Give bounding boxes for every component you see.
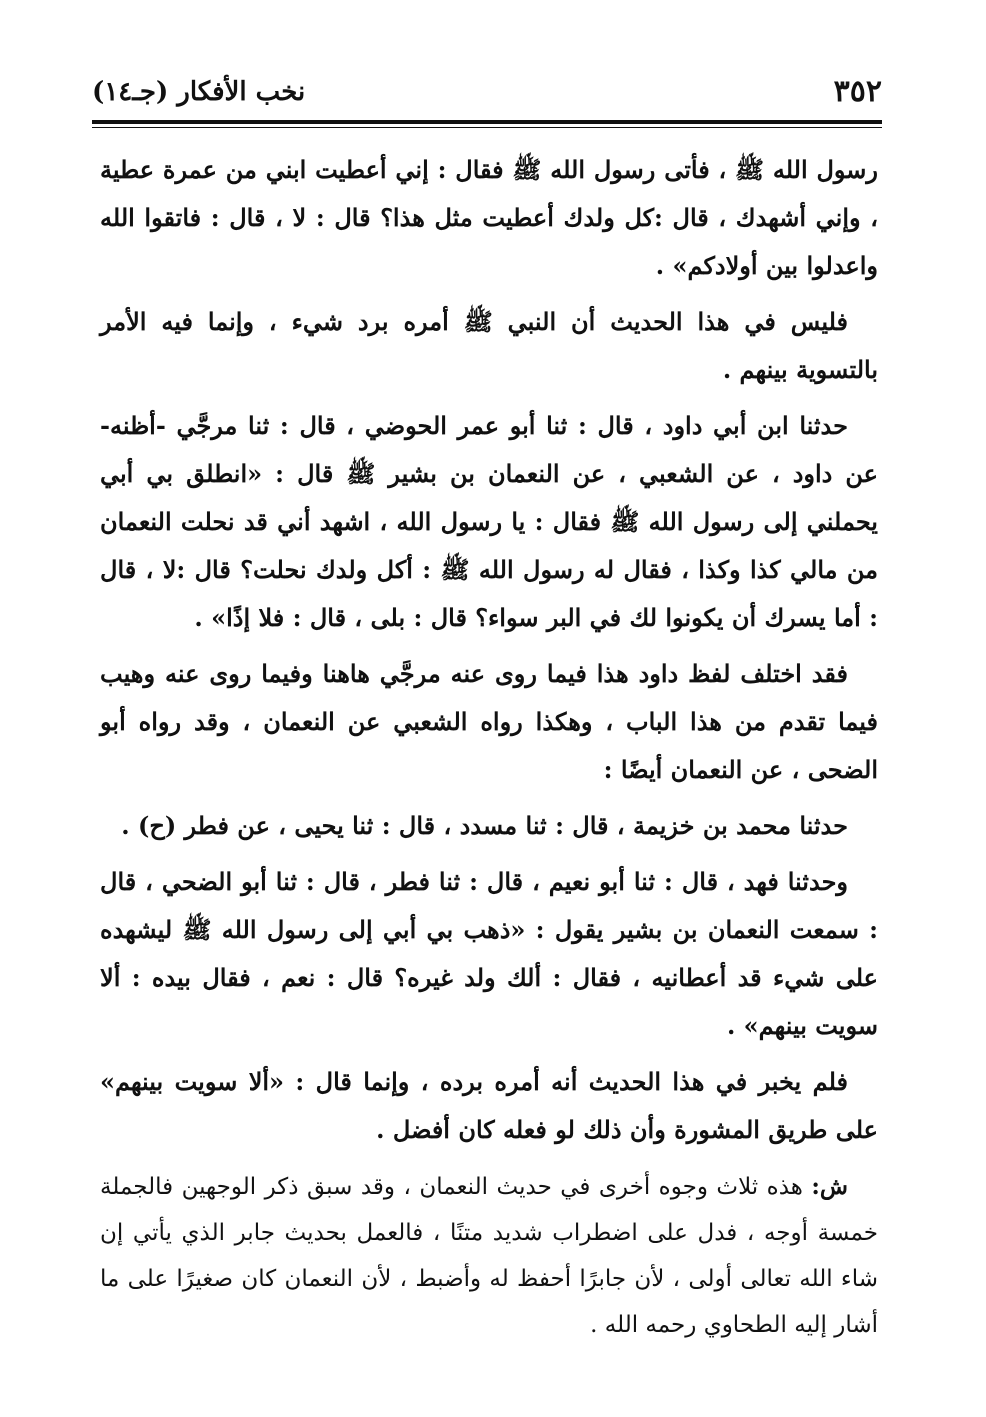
paragraph-explanation: فليس في هذا الحديث أن النبي ﷺ أمره برد شيء ، وإنما فيه الأمر بالتسوية بينهم .: [100, 307, 878, 384]
page-body: [100, 146, 878, 1356]
header-rule-thick: [92, 120, 882, 124]
paragraph-hadith-fahd: وحدثنا فهد ، قال : ثنا أبو نعيم ، قال : ثنا فطر ، قال : ثنا أبو الضحي ، قال : سمعت النعمان بن بشير يقول : «ذهب بي أبي إلى رسول الله ﷺ ليشهده على شيء قد أعطانيه ، فقال : ألك ولد غيره؟ قال : نعم ، فقال بيده : ألا سويت بينهم» .: [100, 867, 879, 1040]
commentary-paragraph: [100, 1164, 878, 1348]
header-rule-thin: [92, 127, 882, 128]
paragraph-isnad-ibn-khuzayma: حدثنا محمد بن خزيمة ، قال : ثنا مسدد ، قال : ثنا يحيى ، عن فطر (ح) .: [121, 811, 848, 840]
commentary-marker: ش:: [811, 1173, 848, 1200]
page-number: ٣٥٢: [833, 74, 882, 109]
page-header: [92, 70, 882, 114]
paragraph-hadith-continuation: رسول الله ﷺ ، فأتى رسول الله ﷺ فقال : إني أعطيت ابني من عمرة عطية ، وإني أشهدك ، قال :كل ولدك أعطيت مثل هذا؟ قال : لا ، قال : فاتقوا الله واعدلوا بين أولادكم» .: [100, 155, 878, 280]
commentary-text: هذه ثلاث وجوه أخرى في حديث النعمان ، وقد سبق ذكر الوجهين فالجملة خمسة أوجه ، فدل على اضطراب شديد متنًا ، فالعمل بحديث جابر الذي يأتي إن شاء الله تعالى أولى ، لأن جابرًا أحفظ له وأضبط ، لأن النعمان كان صغيرًا على ما أشار إليه الطحاوي رحمه الله .: [100, 1174, 878, 1338]
book-title: نخب الأفكار (جـ١٤): [92, 77, 306, 107]
paragraph-hadith-ibn-abi-dawud: حدثنا ابن أبي داود ، قال : ثنا أبو عمر الحوضي ، قال : ثنا مرجَّي -أظنه- عن داود ، عن الشعبي ، عن النعمان بن بشير ﷺ قال : «انطلق بي أبي يحملني إلى رسول الله ﷺ فقال : يا رسول الله ، اشهد أني قد نحلت النعمان من مالي كذا وكذا ، فقال له رسول الله ﷺ : أكل ولدك نحلت؟ قال :لا ، قال : أما يسرك أن يكونوا لك في البر سواء؟ قال : بلى ، قال : فلا إذًا» .: [100, 411, 878, 632]
paragraph-discussion: فقد اختلف لفظ داود هذا فيما روى عنه مرجَّي هاهنا وفيما روى عنه وهيب فيما تقدم من هذا الباب ، وهكذا رواه الشعبي عن النعمان ، وقد رواه أبو الضحى ، عن النعمان أيضًا :: [100, 659, 878, 784]
paragraph-conclusion: فلم يخبر في هذا الحديث أنه أمره برده ، وإنما قال : «ألا سويت بينهم» على طريق المشورة وأن ذلك لو فعله كان أفضل .: [100, 1067, 878, 1144]
